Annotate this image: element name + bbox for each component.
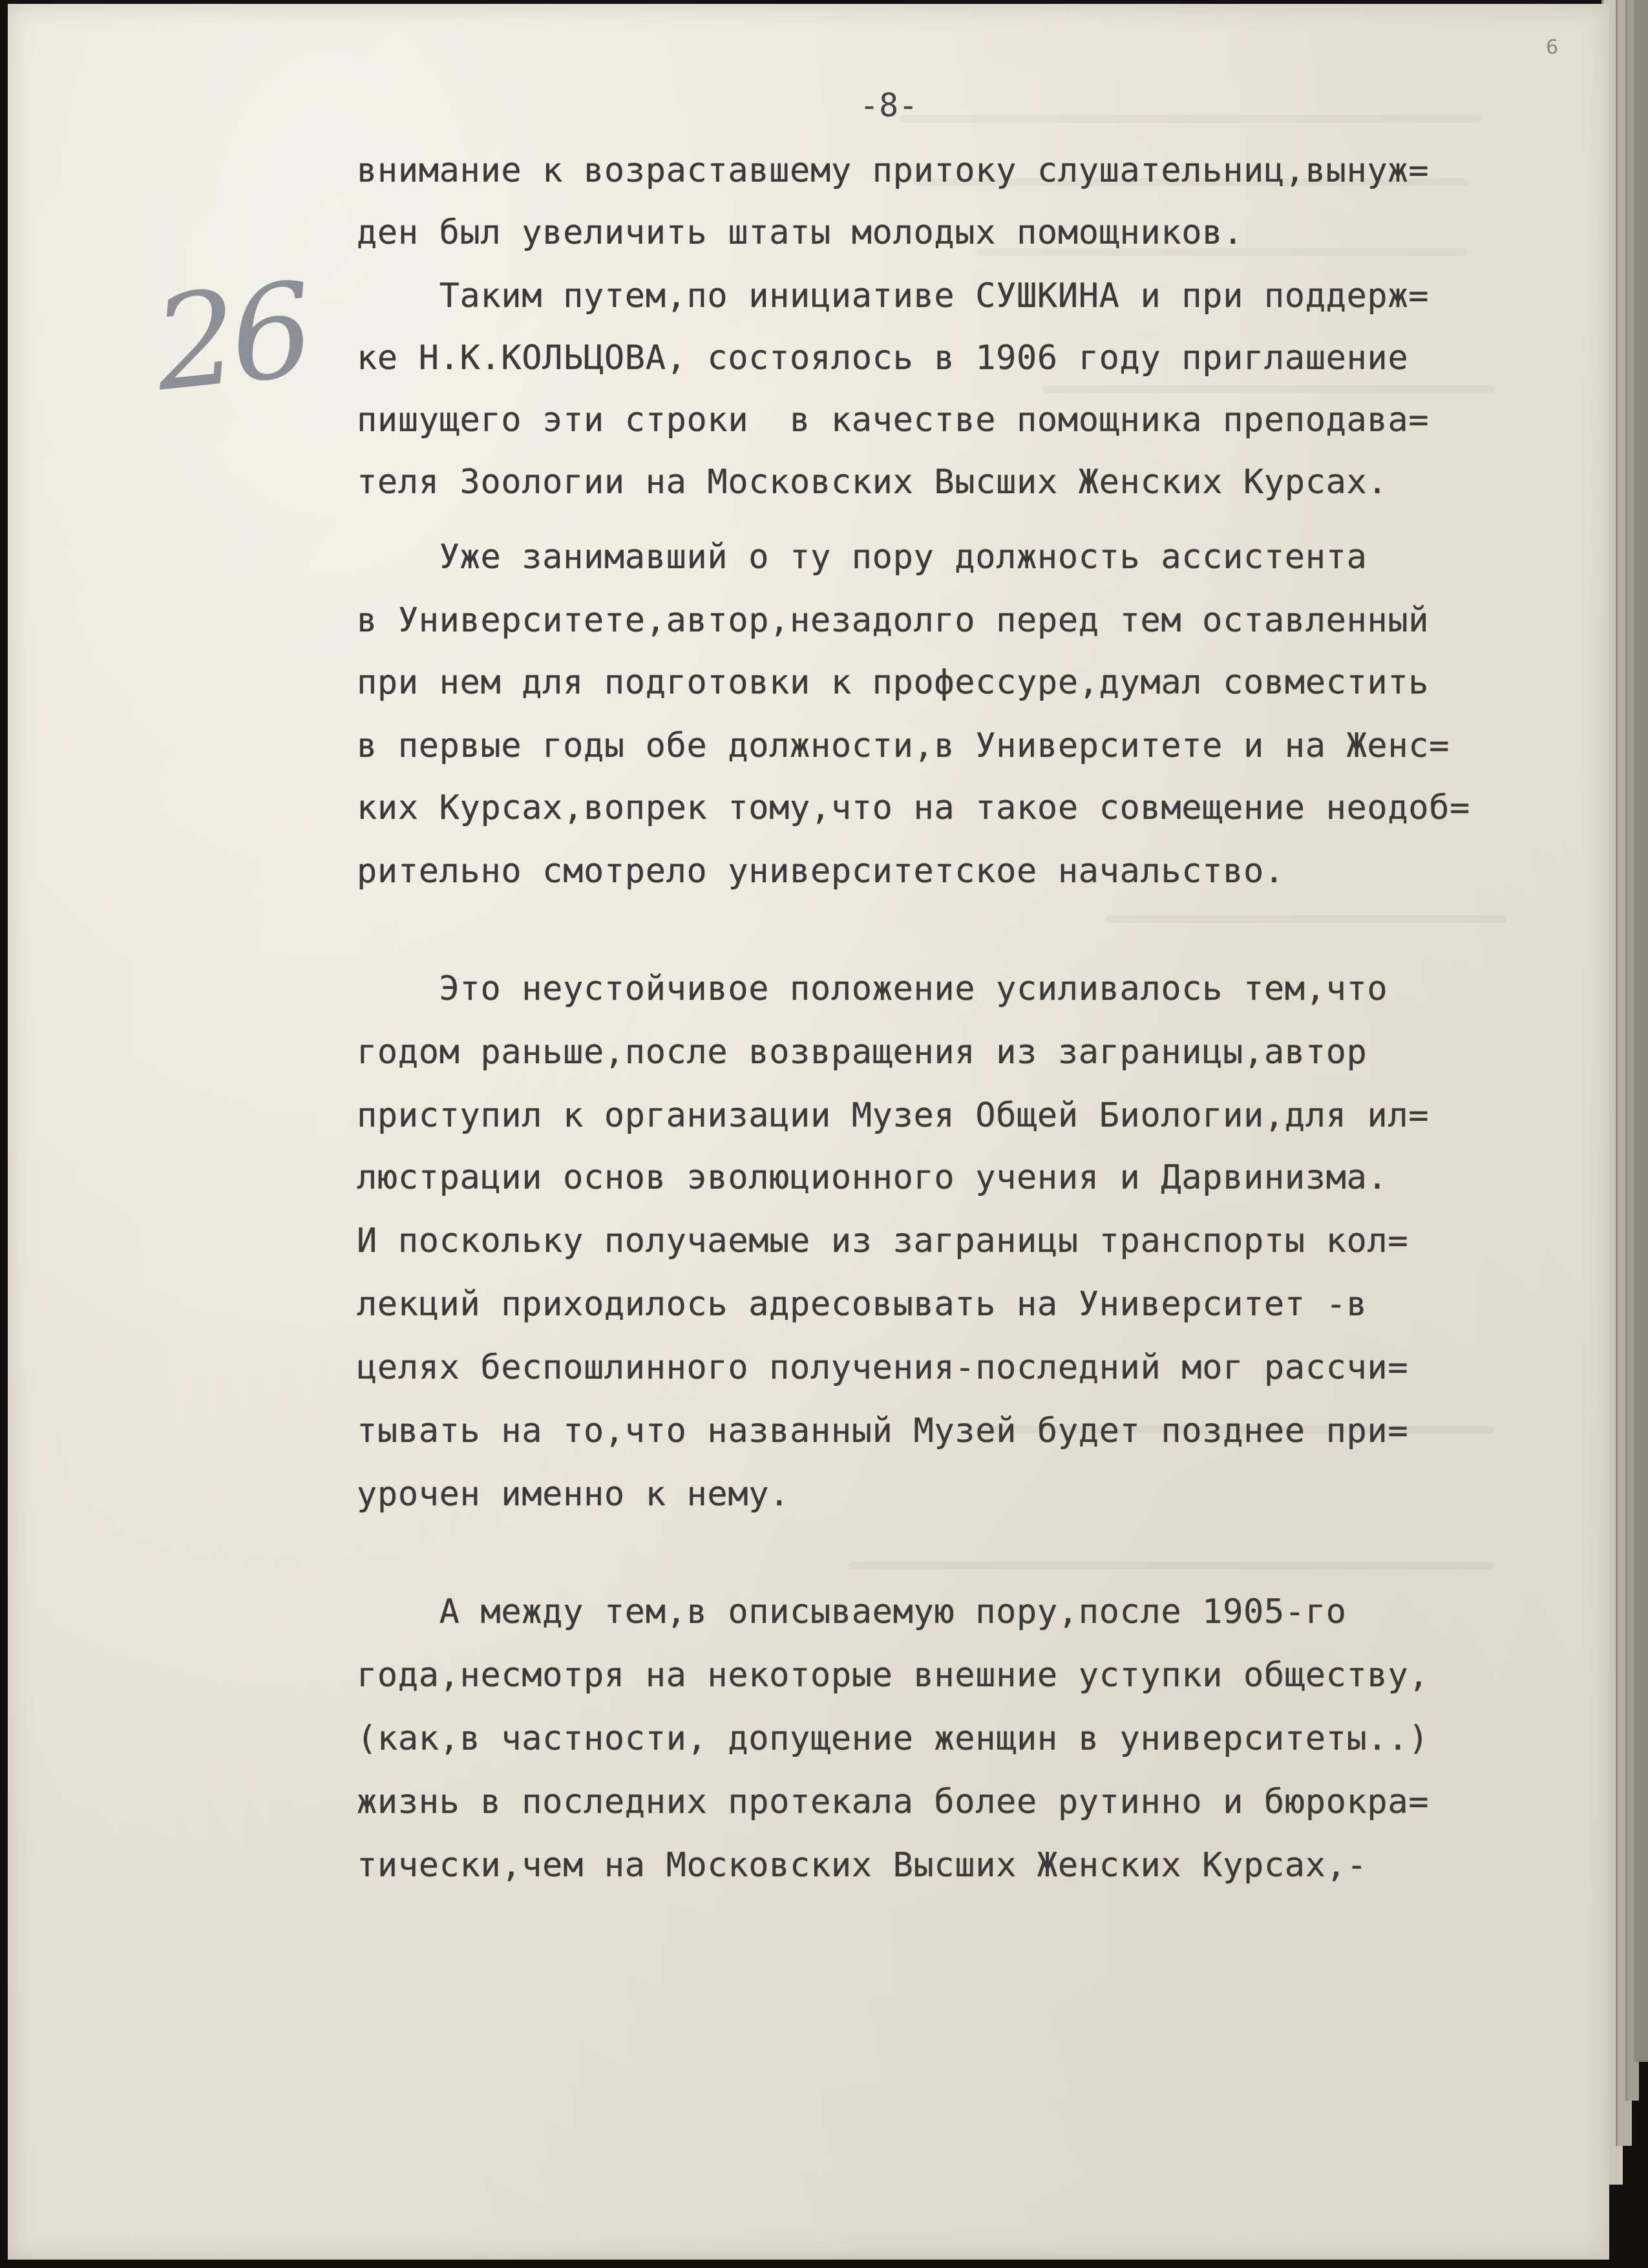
text-line: жизнь в последних протекала более рутинно и бюрокра= xyxy=(357,1783,1430,1821)
text-line: приступил к организации Музея Общей Биологии,для ил= xyxy=(357,1096,1430,1135)
text-line: годом раньше,после возвращения из заграницы,автор xyxy=(357,1033,1368,1072)
handwritten-annotation: 26 xyxy=(147,255,315,421)
text-line: тически,чем на Московских Высших Женских Курсах,- xyxy=(357,1846,1368,1885)
text-line: в первые годы обе должности,в Университете и на Женс= xyxy=(357,726,1450,765)
page-number: -8- xyxy=(860,87,918,124)
show-through-text xyxy=(848,1562,1494,1569)
text-line: в Университете,автор,незадолго перед тем оставленный xyxy=(357,601,1430,640)
text-line: А между тем,в описываемую пору,после 1905-го xyxy=(357,1593,1347,1631)
text-line: целях беспошлинного получения-последний мог рассчи= xyxy=(357,1348,1409,1387)
text-line: ких Курсах,вопрек тому,что на такое совмещение неодоб= xyxy=(357,789,1470,827)
page-stack-edge xyxy=(1634,0,1648,2062)
text-line: ден был увеличить штаты молодых помощников. xyxy=(357,213,1243,252)
show-through-text xyxy=(1042,385,1494,393)
text-line: И поскольку получаемые из заграницы транспорты кол= xyxy=(357,1222,1409,1260)
text-line: лекций приходилось адресовывать на Университет -в xyxy=(357,1285,1368,1324)
text-line: года,несмотря на некоторые внешние уступки обществу, xyxy=(357,1656,1430,1695)
text-line: Таким путем,по инициативе СУШКИНА и при поддерж= xyxy=(357,277,1430,315)
text-line: внимание к возраставшему притоку слушательниц,вынуж= xyxy=(357,151,1430,190)
text-line: рительно смотрело университетское начальство. xyxy=(357,852,1285,891)
corner-mark: 6 xyxy=(1546,36,1559,59)
show-through-text xyxy=(1106,915,1507,923)
show-through-text xyxy=(900,115,1481,123)
text-line: пишущего эти строки в качестве помощника преподава= xyxy=(357,401,1430,440)
text-line: тывать на то,что названный Музей будет позднее при= xyxy=(357,1412,1409,1450)
text-line: (как,в частности, допущение женщин в университеты..) xyxy=(357,1719,1430,1758)
text-line: при нем для подготовки к профессуре,думал совместить xyxy=(357,663,1430,702)
text-line: теля Зоологии на Московских Высших Женских Курсах. xyxy=(357,463,1388,502)
text-line: урочен именно к нему. xyxy=(357,1475,790,1514)
document-page xyxy=(8,4,1609,2260)
text-line: люстрации основ эволюционного учения и Дарвинизма. xyxy=(357,1158,1388,1197)
text-line: Уже занимавший о ту пору должность ассистента xyxy=(357,538,1368,577)
text-line: Это неустойчивое положение усиливалось тем,что xyxy=(357,970,1388,1008)
text-line: ке Н.К.КОЛЬЦОВА, состоялось в 1906 году приглашение xyxy=(357,339,1409,377)
